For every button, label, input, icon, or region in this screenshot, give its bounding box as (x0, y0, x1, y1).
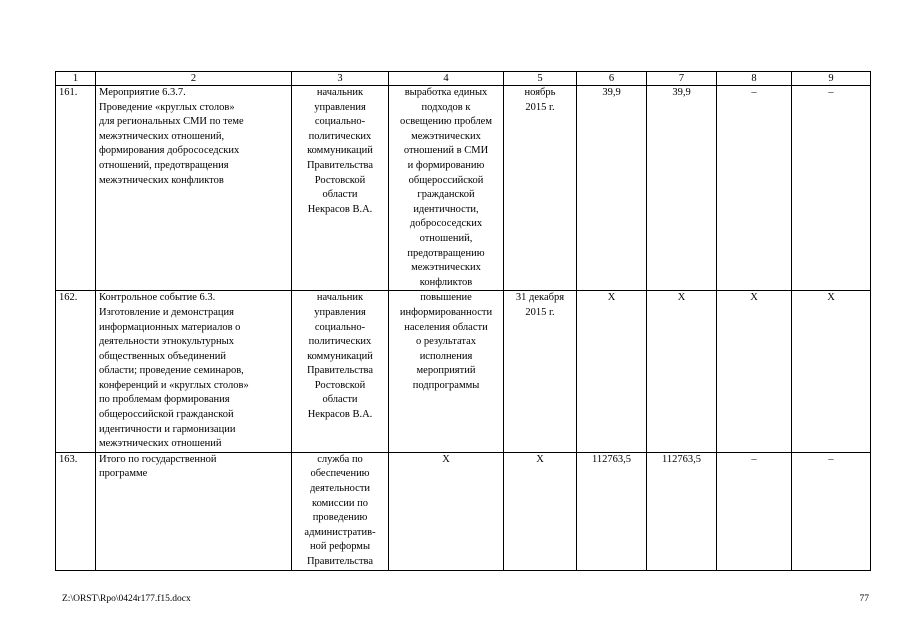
column-header: 6 (577, 72, 647, 86)
row-col7: X (647, 291, 717, 453)
column-header: 9 (792, 72, 871, 86)
table-header-row (56, 72, 871, 86)
row-number: 161. (56, 86, 96, 291)
column-header: 5 (504, 72, 577, 86)
row-col7: 112763,5 (647, 452, 717, 570)
row-result: X (389, 452, 504, 570)
page-number: 77 (859, 594, 869, 604)
column-header: 3 (292, 72, 389, 86)
row-number: 162. (56, 291, 96, 453)
row-deadline: 31 декабря 2015 г. (504, 291, 577, 453)
column-header: 8 (717, 72, 792, 86)
column-header: 4 (389, 72, 504, 86)
row-col8: – (717, 452, 792, 570)
column-header: 2 (96, 72, 292, 86)
program-table (55, 71, 871, 571)
row-col6: X (577, 291, 647, 453)
row-number: 163. (56, 452, 96, 570)
footer-file-path: Z:\ORST\Rpo\0424r177.f15.docx (62, 594, 191, 604)
row-deadline: X (504, 452, 577, 570)
row-col6: 112763,5 (577, 452, 647, 570)
row-deadline: ноябрь 2015 г. (504, 86, 577, 291)
row-responsible: начальник управления социально- политических коммуникаций Правительства Ростовской области Некрасов В.А. (292, 86, 389, 291)
row-col6: 39,9 (577, 86, 647, 291)
column-header: 1 (56, 72, 96, 86)
table-row (56, 291, 871, 453)
row-responsible: служба по обеспечению деятельности комиссии по проведению административ- ной реформы Правительства (292, 452, 389, 570)
row-col9: – (792, 452, 871, 570)
row-name: Мероприятие 6.3.7. Проведение «круглых столов» для региональных СМИ по теме межэтнических отношений, формирования добрососедских отношений, предотвращения межэтнических конфликтов (96, 86, 292, 291)
row-col8: X (717, 291, 792, 453)
row-name: Контрольное событие 6.3. Изготовление и демонстрация информационных материалов о деятельности этнокультурных общественных объединений области; проведение семинаров, конференций и «круглых столов» по проблемам формирования общероссийской гражданской идентичности и гармонизации межэтнических отношений (96, 291, 292, 453)
row-col8: – (717, 86, 792, 291)
table-row (56, 86, 871, 291)
row-col7: 39,9 (647, 86, 717, 291)
table-row (56, 452, 871, 570)
row-col9: X (792, 291, 871, 453)
row-col9: – (792, 86, 871, 291)
row-name: Итого по государственной программе (96, 452, 292, 570)
row-result: повышение информированности населения области о результатах исполнения мероприятий подпрограммы (389, 291, 504, 453)
column-header: 7 (647, 72, 717, 86)
row-result: выработка единых подходов к освещению проблем межэтнических отношений в СМИ и формированию общероссийской гражданской идентичности, добрососедских отношений, предотвращению межэтнических конфликтов (389, 86, 504, 291)
row-responsible: начальник управления социально- политических коммуникаций Правительства Ростовской области Некрасов В.А. (292, 291, 389, 453)
